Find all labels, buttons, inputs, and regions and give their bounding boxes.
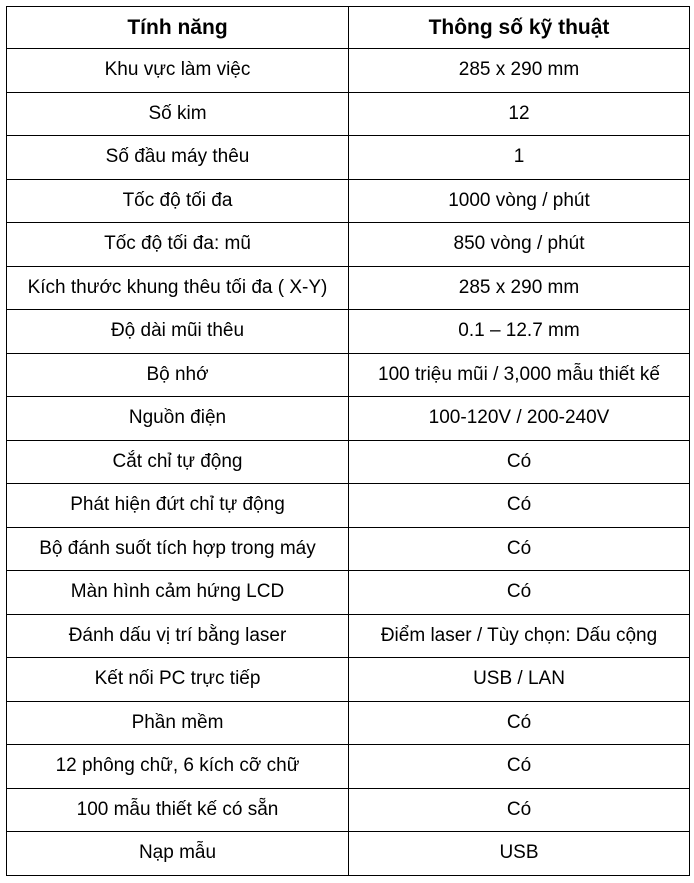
feature-cell: Độ dài mũi thêu <box>7 310 349 354</box>
feature-cell: Số đầu máy thêu <box>7 136 349 180</box>
feature-cell: Khu vực làm việc <box>7 49 349 93</box>
spec-cell: 1000 vòng / phút <box>349 179 690 223</box>
spec-table <box>6 6 690 876</box>
table-row <box>7 49 690 93</box>
spec-cell: Có <box>349 527 690 571</box>
header-spec: Thông số kỹ thuật <box>349 7 690 49</box>
table-row <box>7 179 690 223</box>
table-row <box>7 440 690 484</box>
spec-cell: USB / LAN <box>349 658 690 702</box>
spec-cell: Có <box>349 571 690 615</box>
feature-cell: Số kim <box>7 92 349 136</box>
spec-cell: Có <box>349 701 690 745</box>
feature-cell: 12 phông chữ, 6 kích cỡ chữ <box>7 745 349 789</box>
spec-cell: Có <box>349 484 690 528</box>
spec-cell: 12 <box>349 92 690 136</box>
table-row <box>7 397 690 441</box>
table-header-row <box>7 7 690 49</box>
table-row <box>7 223 690 267</box>
feature-cell: Màn hình cảm hứng LCD <box>7 571 349 615</box>
feature-cell: Cắt chỉ tự động <box>7 440 349 484</box>
table-row <box>7 701 690 745</box>
spec-cell: 1 <box>349 136 690 180</box>
feature-cell: Nạp mẫu <box>7 832 349 876</box>
feature-cell: Bộ nhớ <box>7 353 349 397</box>
feature-cell: Đánh dấu vị trí bằng laser <box>7 614 349 658</box>
table-row <box>7 266 690 310</box>
table-row <box>7 658 690 702</box>
feature-cell: Kết nối PC trực tiếp <box>7 658 349 702</box>
feature-cell: Tốc độ tối đa: mũ <box>7 223 349 267</box>
feature-cell: Tốc độ tối đa <box>7 179 349 223</box>
spec-cell: 850 vòng / phút <box>349 223 690 267</box>
spec-cell: 0.1 – 12.7 mm <box>349 310 690 354</box>
header-feature: Tính năng <box>7 7 349 49</box>
spec-cell: Có <box>349 440 690 484</box>
table-row <box>7 788 690 832</box>
table-row <box>7 832 690 876</box>
table-row <box>7 527 690 571</box>
spec-cell: 285 x 290 mm <box>349 49 690 93</box>
table-row <box>7 571 690 615</box>
table-body <box>7 49 690 876</box>
table-row <box>7 353 690 397</box>
feature-cell: Bộ đánh suốt tích hợp trong máy <box>7 527 349 571</box>
table-row <box>7 745 690 789</box>
feature-cell: Kích thước khung thêu tối đa ( X-Y) <box>7 266 349 310</box>
table-row <box>7 310 690 354</box>
feature-cell: 100 mẫu thiết kế có sẵn <box>7 788 349 832</box>
table-row <box>7 614 690 658</box>
spec-cell: USB <box>349 832 690 876</box>
feature-cell: Phát hiện đứt chỉ tự động <box>7 484 349 528</box>
table-row <box>7 484 690 528</box>
spec-cell: Có <box>349 745 690 789</box>
table-row <box>7 136 690 180</box>
spec-cell: Có <box>349 788 690 832</box>
spec-cell: 100-120V / 200-240V <box>349 397 690 441</box>
feature-cell: Nguồn điện <box>7 397 349 441</box>
spec-cell: 285 x 290 mm <box>349 266 690 310</box>
table-row <box>7 92 690 136</box>
spec-cell: Điểm laser / Tùy chọn: Dấu cộng <box>349 614 690 658</box>
feature-cell: Phần mềm <box>7 701 349 745</box>
spec-cell: 100 triệu mũi / 3,000 mẫu thiết kế <box>349 353 690 397</box>
